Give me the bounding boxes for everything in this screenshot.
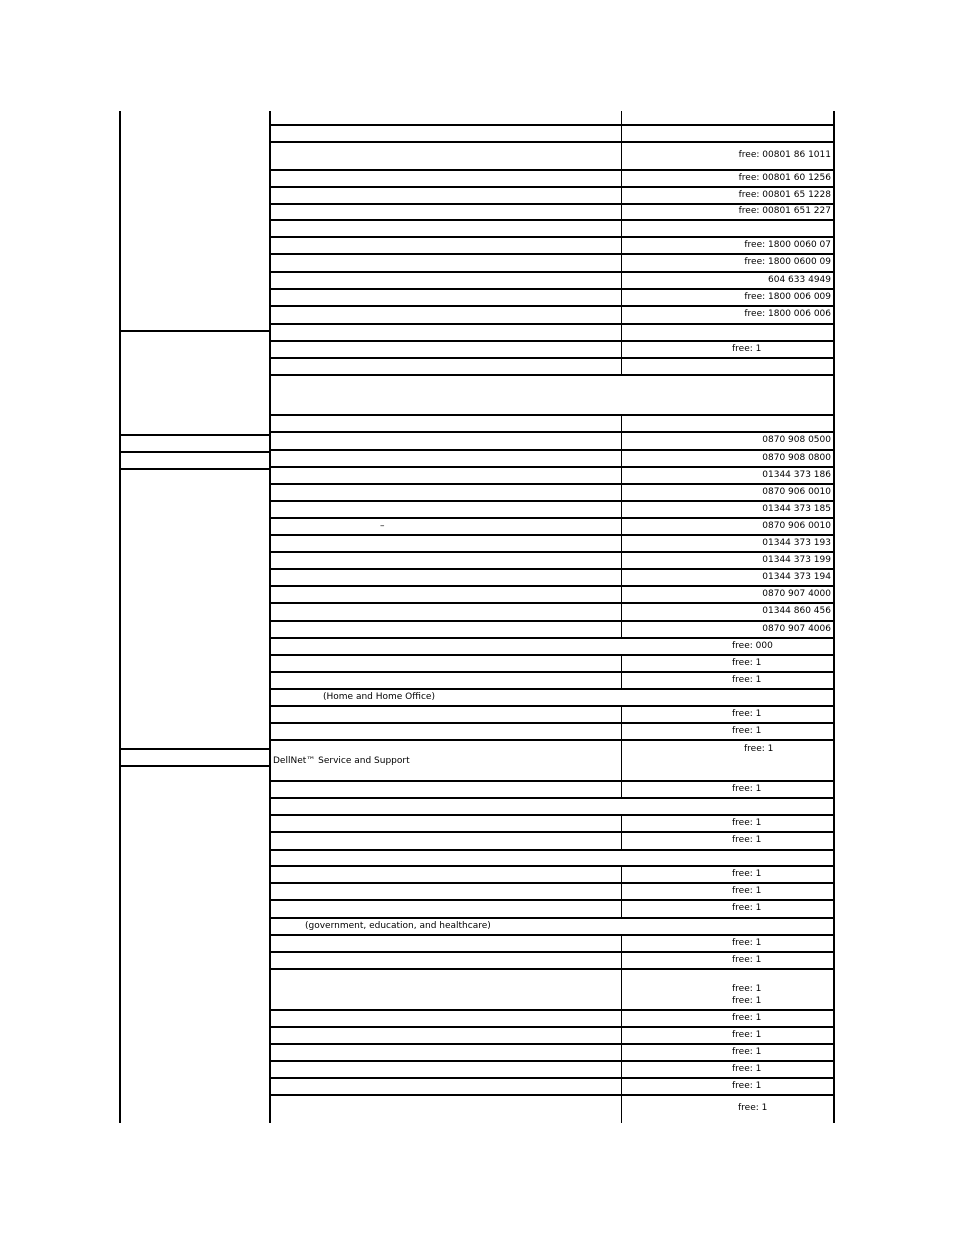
service-label: DellNet™ Service and Support bbox=[273, 756, 410, 766]
row-separator bbox=[269, 253, 834, 255]
column-divider-2 bbox=[621, 272, 622, 289]
toll-free-number: free: 1 bbox=[732, 955, 762, 965]
row-separator bbox=[269, 500, 834, 502]
toll-free-number: free: 1 bbox=[732, 784, 762, 794]
toll-free-number: free: 1 bbox=[732, 658, 762, 668]
column-divider-2 bbox=[621, 306, 622, 324]
row-separator bbox=[269, 357, 834, 359]
row-separator bbox=[269, 831, 834, 833]
column-divider-2 bbox=[621, 935, 622, 952]
toll-free-number: free: 1 bbox=[732, 869, 762, 879]
row-separator bbox=[269, 688, 834, 690]
row-separator bbox=[269, 654, 834, 656]
column-divider-2 bbox=[621, 1078, 622, 1095]
column-divider-2 bbox=[621, 655, 622, 672]
row-separator bbox=[269, 722, 834, 724]
phone-number: free: 00801 65 1228 bbox=[738, 190, 831, 200]
row-separator bbox=[269, 1094, 834, 1096]
column-divider-2 bbox=[621, 866, 622, 883]
toll-free-number: free: 1 bbox=[732, 675, 762, 685]
column-divider-2 bbox=[621, 815, 622, 832]
column-divider-2 bbox=[621, 1010, 622, 1027]
column-divider-2 bbox=[621, 883, 622, 900]
column-divider-2 bbox=[621, 358, 622, 375]
row-separator bbox=[269, 968, 834, 970]
row-separator bbox=[269, 305, 834, 307]
row-separator bbox=[269, 899, 834, 901]
toll-free-number: free: 1 bbox=[732, 835, 762, 845]
column-divider-1 bbox=[269, 111, 271, 1123]
table-left-border bbox=[119, 111, 121, 1123]
row-separator bbox=[269, 219, 834, 221]
column-divider-2 bbox=[621, 1027, 622, 1044]
country-group-separator bbox=[119, 468, 270, 470]
row-separator bbox=[269, 797, 834, 799]
column-divider-2 bbox=[621, 1095, 622, 1123]
phone-number: 0870 908 0800 bbox=[762, 453, 831, 463]
row-separator bbox=[269, 186, 834, 188]
phone-number: free: 1800 006 006 bbox=[744, 309, 831, 319]
row-separator bbox=[269, 585, 834, 587]
row-separator bbox=[269, 517, 834, 519]
phone-number: 01344 373 194 bbox=[762, 572, 831, 582]
column-divider-2 bbox=[621, 900, 622, 918]
row-separator bbox=[269, 865, 834, 867]
country-group-separator bbox=[119, 434, 270, 436]
phone-number: 0870 906 0010 bbox=[762, 521, 831, 531]
phone-number: 01344 373 199 bbox=[762, 555, 831, 565]
row-separator bbox=[269, 917, 834, 919]
row-separator bbox=[269, 739, 834, 741]
country-group-separator bbox=[119, 765, 270, 767]
column-divider-2 bbox=[621, 501, 622, 518]
row-separator bbox=[269, 934, 834, 936]
toll-free-number: free: 1 bbox=[732, 886, 762, 896]
column-divider-2 bbox=[621, 484, 622, 501]
column-divider-2 bbox=[621, 952, 622, 969]
column-divider-2 bbox=[621, 781, 622, 798]
row-separator bbox=[269, 203, 834, 205]
column-divider-2 bbox=[621, 125, 622, 142]
toll-free-number: free: 1 bbox=[732, 1030, 762, 1040]
column-divider-2 bbox=[621, 324, 622, 341]
row-separator bbox=[269, 1043, 834, 1045]
row-separator bbox=[269, 620, 834, 622]
toll-free-number: free: 1 bbox=[732, 726, 762, 736]
phone-number: 0870 907 4000 bbox=[762, 589, 831, 599]
phone-number: free: 00801 86 1011 bbox=[738, 150, 831, 160]
row-separator bbox=[269, 236, 834, 238]
row-separator bbox=[269, 951, 834, 953]
row-separator bbox=[269, 882, 834, 884]
row-separator bbox=[269, 449, 834, 451]
row-separator bbox=[269, 288, 834, 290]
row-separator bbox=[269, 602, 834, 604]
column-divider-2 bbox=[621, 187, 622, 204]
column-divider-2 bbox=[621, 832, 622, 850]
row-separator bbox=[269, 1026, 834, 1028]
column-divider-2 bbox=[621, 1061, 622, 1078]
column-divider-2 bbox=[621, 723, 622, 740]
phone-number: 01344 373 185 bbox=[762, 504, 831, 514]
column-divider-2 bbox=[621, 603, 622, 621]
row-separator bbox=[269, 534, 834, 536]
row-separator bbox=[269, 323, 834, 325]
country-group-separator bbox=[119, 330, 270, 332]
row-separator bbox=[269, 466, 834, 468]
toll-free-number: free: 1 bbox=[732, 818, 762, 828]
row-separator bbox=[269, 124, 834, 126]
row-separator bbox=[269, 374, 834, 376]
column-divider-2 bbox=[621, 569, 622, 586]
phone-number: free: 1800 0060 07 bbox=[744, 240, 831, 250]
column-divider-2 bbox=[621, 220, 622, 237]
column-divider-2 bbox=[621, 432, 622, 450]
column-divider-2 bbox=[621, 740, 622, 781]
row-separator bbox=[269, 340, 834, 342]
row-separator bbox=[269, 483, 834, 485]
row-separator bbox=[269, 141, 834, 143]
row-separator bbox=[269, 1060, 834, 1062]
column-divider-2 bbox=[621, 1044, 622, 1061]
row-separator bbox=[269, 169, 834, 171]
column-divider-2 bbox=[621, 450, 622, 467]
table-right-border bbox=[833, 111, 835, 1123]
row-separator bbox=[269, 568, 834, 570]
row-separator bbox=[269, 671, 834, 673]
column-divider-2 bbox=[621, 552, 622, 569]
row-separator bbox=[269, 1009, 834, 1011]
toll-free-number: free: 1 bbox=[732, 1064, 762, 1074]
column-divider-2 bbox=[621, 142, 622, 170]
toll-free-number: free: 1 bbox=[732, 938, 762, 948]
toll-free-number: free: 1 bbox=[732, 1013, 762, 1023]
toll-free-number: free: 1 bbox=[732, 903, 762, 913]
column-divider-2 bbox=[621, 170, 622, 187]
toll-free-number: free: 1 bbox=[744, 744, 774, 754]
toll-free-number: free: 1 bbox=[732, 996, 762, 1006]
column-divider-2 bbox=[621, 586, 622, 603]
phone-number: free: 00801 60 1256 bbox=[738, 173, 831, 183]
column-divider-2 bbox=[621, 706, 622, 723]
column-divider-2 bbox=[621, 535, 622, 552]
column-divider-2 bbox=[621, 289, 622, 306]
toll-free-number: free: 1 bbox=[732, 1047, 762, 1057]
phone-number: 01344 373 186 bbox=[762, 470, 831, 480]
column-divider-2 bbox=[621, 111, 622, 125]
section-label: (government, education, and healthcare) bbox=[305, 921, 491, 931]
column-divider-2 bbox=[621, 621, 622, 638]
toll-free-number: free: 000 bbox=[732, 641, 773, 651]
phone-number: 0870 906 0010 bbox=[762, 487, 831, 497]
row-separator bbox=[269, 849, 834, 851]
column-divider-2 bbox=[621, 204, 622, 220]
column-divider-2 bbox=[621, 254, 622, 272]
toll-free-number: free: 1 bbox=[738, 1103, 768, 1113]
country-group-separator bbox=[119, 748, 270, 750]
phone-number: 0870 908 0500 bbox=[762, 435, 831, 445]
column-divider-2 bbox=[621, 518, 622, 535]
phone-number: 01344 860 456 bbox=[762, 606, 831, 616]
column-divider-2 bbox=[621, 341, 622, 358]
column-divider-2 bbox=[621, 237, 622, 254]
service-label: – bbox=[380, 521, 385, 531]
row-separator bbox=[269, 414, 834, 416]
row-separator bbox=[269, 431, 834, 433]
row-separator bbox=[269, 637, 834, 639]
phone-number: free: 00801 651 227 bbox=[738, 206, 831, 216]
phone-number: free: 1800 006 009 bbox=[744, 292, 831, 302]
row-separator bbox=[269, 705, 834, 707]
toll-free-number: free: 1 bbox=[732, 709, 762, 719]
row-separator bbox=[269, 551, 834, 553]
phone-number: 604 633 4949 bbox=[768, 275, 831, 285]
country-group-separator bbox=[119, 451, 270, 453]
phone-number: 01344 373 193 bbox=[762, 538, 831, 548]
row-separator bbox=[269, 814, 834, 816]
phone-number: 0870 907 4006 bbox=[762, 624, 831, 634]
toll-free-number: free: 1 bbox=[732, 984, 762, 994]
column-divider-2 bbox=[621, 415, 622, 432]
toll-free-number: free: 1 bbox=[732, 344, 762, 354]
row-separator bbox=[269, 271, 834, 273]
phone-number: free: 1800 0600 09 bbox=[744, 257, 831, 267]
section-label: (Home and Home Office) bbox=[323, 692, 435, 702]
column-divider-2 bbox=[621, 672, 622, 689]
toll-free-number: free: 1 bbox=[732, 1081, 762, 1091]
row-separator bbox=[269, 1077, 834, 1079]
column-divider-2 bbox=[621, 969, 622, 1010]
row-separator bbox=[269, 780, 834, 782]
column-divider-2 bbox=[621, 467, 622, 484]
